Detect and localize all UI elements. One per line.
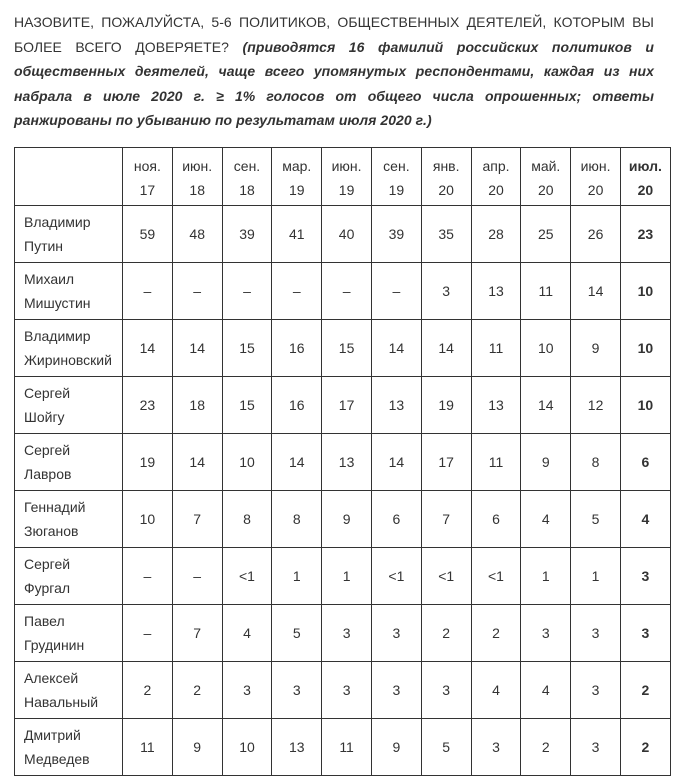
value-cell: 9 [521, 434, 571, 491]
value-cell: 2 [421, 605, 471, 662]
value-cell: 9 [571, 320, 621, 377]
value-cell: 10 [620, 377, 670, 434]
column-year: 20 [537, 181, 554, 198]
value-cell: 19 [421, 377, 471, 434]
value-cell: 3 [571, 719, 621, 776]
column-month: апр. [482, 157, 510, 174]
person-last-name: Лавров [24, 466, 72, 482]
value-cell: 3 [322, 605, 372, 662]
value-cell: 40 [322, 206, 372, 263]
value-cell: <1 [371, 548, 421, 605]
value-cell: 5 [421, 719, 471, 776]
person-name-cell [15, 719, 123, 776]
person-last-name: Медведев [24, 751, 90, 767]
value-cell: – [272, 263, 322, 320]
value-cell: 23 [123, 377, 173, 434]
value-cell: 10 [521, 320, 571, 377]
value-cell: 2 [521, 719, 571, 776]
value-cell: 10 [123, 491, 173, 548]
value-cell: – [172, 263, 222, 320]
value-cell: 14 [371, 434, 421, 491]
column-year: 17 [139, 181, 156, 198]
value-cell: 11 [521, 263, 571, 320]
column-year: 18 [189, 181, 205, 198]
person-name-cell [15, 662, 123, 719]
value-cell: 16 [272, 377, 322, 434]
value-cell: 14 [521, 377, 571, 434]
column-month: июл. [628, 157, 662, 174]
value-cell: 3 [421, 662, 471, 719]
person-last-name: Мишустин [24, 295, 91, 311]
column-year: 19 [338, 181, 355, 198]
person-name-cell [15, 491, 123, 548]
value-cell: 23 [620, 206, 670, 263]
value-cell: 1 [521, 548, 571, 605]
table-row [15, 491, 671, 548]
column-month: май. [531, 157, 561, 174]
value-cell: – [123, 263, 173, 320]
column-month: июн. [580, 157, 611, 174]
column-header [421, 148, 471, 206]
value-cell: 10 [222, 434, 272, 491]
column-header [571, 148, 621, 206]
value-cell: 25 [521, 206, 571, 263]
value-cell: 28 [471, 206, 521, 263]
value-cell: 14 [172, 434, 222, 491]
person-name-cell [15, 263, 123, 320]
value-cell: 26 [571, 206, 621, 263]
value-cell: 7 [421, 491, 471, 548]
value-cell: 1 [571, 548, 621, 605]
value-cell: 5 [272, 605, 322, 662]
value-cell: 13 [471, 377, 521, 434]
value-cell: <1 [471, 548, 521, 605]
value-cell: 3 [272, 662, 322, 719]
poll-table [14, 147, 671, 776]
person-last-name: Навальный [24, 694, 99, 710]
value-cell: – [322, 263, 372, 320]
value-cell: 48 [172, 206, 222, 263]
value-cell: 2 [123, 662, 173, 719]
column-month: июн. [331, 157, 362, 174]
column-year: 20 [438, 181, 454, 198]
value-cell: 3 [371, 605, 421, 662]
value-cell: 1 [272, 548, 322, 605]
value-cell: 2 [172, 662, 222, 719]
column-header [172, 148, 222, 206]
value-cell: 3 [521, 605, 571, 662]
value-cell: 6 [620, 434, 670, 491]
value-cell: 6 [371, 491, 421, 548]
value-cell: 2 [620, 719, 670, 776]
column-year: 20 [587, 181, 604, 198]
person-last-name: Жириновский [24, 352, 112, 368]
person-first-name: Дмитрий [24, 727, 81, 743]
column-header [471, 148, 521, 206]
value-cell: 15 [222, 377, 272, 434]
value-cell: 7 [172, 491, 222, 548]
value-cell: 13 [371, 377, 421, 434]
value-cell: 13 [471, 263, 521, 320]
value-cell: 2 [620, 662, 670, 719]
person-name-cell [15, 548, 123, 605]
table-row [15, 605, 671, 662]
value-cell: <1 [421, 548, 471, 605]
person-last-name: Путин [24, 238, 64, 254]
column-month: июн. [182, 157, 213, 174]
column-header [521, 148, 571, 206]
value-cell: 16 [272, 320, 322, 377]
person-first-name: Михаил [24, 271, 75, 287]
column-header [123, 148, 173, 206]
value-cell: 35 [421, 206, 471, 263]
person-last-name: Зюганов [24, 523, 79, 539]
person-last-name: Грудинин [24, 637, 85, 653]
value-cell: 8 [571, 434, 621, 491]
column-month: сен. [383, 157, 410, 174]
column-year: 19 [289, 181, 305, 198]
value-cell: 11 [123, 719, 173, 776]
value-cell: 13 [272, 719, 322, 776]
question-note: (приводятся 16 фамилий российских политиков и общественных деятелей, чаще всего упомянутых респондентами, каждая из них набрала в июле 2020 г. ≥ 1% голосов от общего числа опрошенных; ответы ранжированы по убыванию по результатам июля 2020 г.) [14, 38, 654, 128]
value-cell: – [371, 263, 421, 320]
value-cell: 11 [322, 719, 372, 776]
table-row [15, 320, 671, 377]
column-month: сен. [233, 157, 261, 174]
person-first-name: Геннадий [24, 499, 86, 515]
person-name-cell [15, 320, 123, 377]
value-cell: 1 [322, 548, 372, 605]
question-text [14, 10, 654, 133]
value-cell: 14 [371, 320, 421, 377]
value-cell: 10 [620, 320, 670, 377]
value-cell: 5 [571, 491, 621, 548]
value-cell: – [123, 548, 173, 605]
table-row [15, 719, 671, 776]
table-row [15, 662, 671, 719]
table-row [15, 206, 671, 263]
person-first-name: Сергей [24, 556, 71, 572]
value-cell: 9 [172, 719, 222, 776]
column-year: 18 [239, 181, 255, 198]
column-year: 19 [388, 181, 405, 198]
value-cell: 14 [272, 434, 322, 491]
value-cell: 14 [172, 320, 222, 377]
value-cell: <1 [222, 548, 272, 605]
value-cell: 17 [421, 434, 471, 491]
value-cell: 14 [421, 320, 471, 377]
value-cell: 41 [272, 206, 322, 263]
value-cell: 11 [471, 434, 521, 491]
value-cell: 3 [620, 605, 670, 662]
value-cell: 3 [471, 719, 521, 776]
table-row [15, 263, 671, 320]
header-cell-empty [15, 148, 123, 206]
value-cell: 15 [222, 320, 272, 377]
value-cell: 4 [222, 605, 272, 662]
value-cell: 4 [471, 662, 521, 719]
table-body [15, 206, 671, 776]
person-first-name: Павел [24, 613, 65, 629]
value-cell: 4 [521, 662, 571, 719]
person-last-name: Фургал [24, 580, 71, 596]
value-cell: 9 [322, 491, 372, 548]
value-cell: 12 [571, 377, 621, 434]
value-cell: 3 [322, 662, 372, 719]
column-header [371, 148, 421, 206]
value-cell: – [172, 548, 222, 605]
person-name-cell [15, 605, 123, 662]
value-cell: 3 [571, 605, 621, 662]
value-cell: 10 [620, 263, 670, 320]
column-header [272, 148, 322, 206]
value-cell: 17 [322, 377, 372, 434]
value-cell: 19 [123, 434, 173, 491]
column-header [222, 148, 272, 206]
value-cell: 6 [471, 491, 521, 548]
value-cell: 4 [620, 491, 670, 548]
column-header [620, 148, 670, 206]
person-name-cell [15, 434, 123, 491]
person-first-name: Владимир [24, 214, 91, 230]
person-first-name: Алексей [24, 670, 79, 686]
value-cell: 3 [571, 662, 621, 719]
column-month: ноя. [133, 157, 161, 174]
value-cell: 10 [222, 719, 272, 776]
person-first-name: Сергей [24, 385, 71, 401]
value-cell: 2 [471, 605, 521, 662]
column-month: мар. [282, 157, 312, 174]
value-cell: 13 [322, 434, 372, 491]
question-main: НАЗОВИТЕ, ПОЖАЛУЙСТА, 5-6 ПОЛИТИКОВ, ОБЩЕСТВЕННЫХ ДЕЯТЕЛЕЙ, КОТОРЫМ ВЫ БОЛЕЕ ВСЕГО ДОВЕРЯЕТЕ? [14, 14, 654, 55]
value-cell: – [222, 263, 272, 320]
value-cell: 14 [123, 320, 173, 377]
person-name-cell [15, 377, 123, 434]
value-cell: 3 [421, 263, 471, 320]
person-name-cell [15, 206, 123, 263]
value-cell: 7 [172, 605, 222, 662]
value-cell: 9 [371, 719, 421, 776]
person-last-name: Шойгу [24, 409, 65, 425]
column-year: 20 [488, 181, 504, 198]
table-header-row [15, 148, 671, 206]
value-cell: 3 [620, 548, 670, 605]
value-cell: 18 [172, 377, 222, 434]
value-cell: 4 [521, 491, 571, 548]
table-row [15, 548, 671, 605]
column-month: янв. [432, 157, 460, 174]
table-row [15, 377, 671, 434]
value-cell: 3 [222, 662, 272, 719]
value-cell: – [123, 605, 173, 662]
table-row [15, 434, 671, 491]
value-cell: 59 [123, 206, 173, 263]
value-cell: 8 [272, 491, 322, 548]
value-cell: 11 [471, 320, 521, 377]
person-first-name: Сергей [24, 442, 71, 458]
column-year: 20 [637, 181, 654, 198]
value-cell: 39 [222, 206, 272, 263]
value-cell: 3 [371, 662, 421, 719]
person-first-name: Владимир [24, 328, 91, 344]
value-cell: 39 [371, 206, 421, 263]
column-header [322, 148, 372, 206]
value-cell: 8 [222, 491, 272, 548]
value-cell: 14 [571, 263, 621, 320]
value-cell: 15 [322, 320, 372, 377]
